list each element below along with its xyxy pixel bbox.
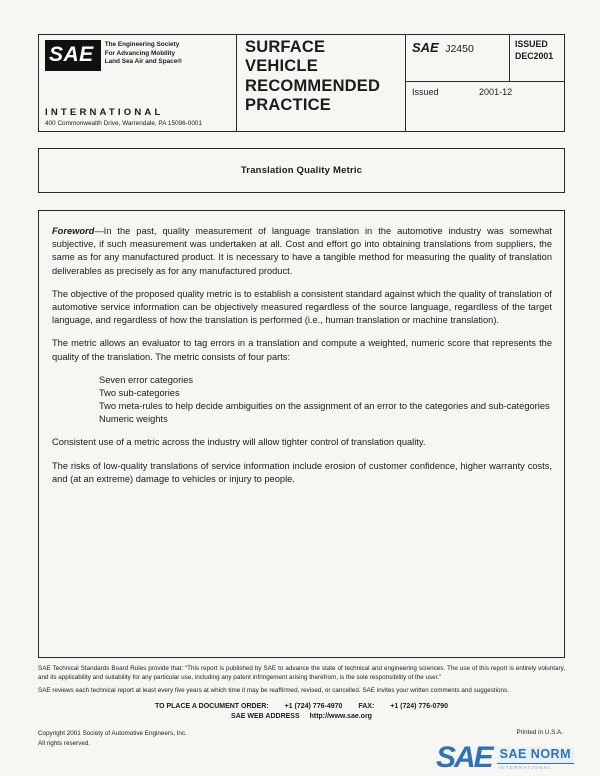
revision-date: 2001-12 bbox=[479, 87, 513, 97]
order-label: TO PLACE A DOCUMENT ORDER: bbox=[154, 703, 269, 711]
document-id-cell bbox=[406, 35, 564, 131]
tagline-line: Land Sea Air and Space® bbox=[104, 58, 182, 66]
legal-notice bbox=[38, 664, 565, 695]
web-address-line bbox=[38, 713, 565, 720]
foreword-label: Foreword bbox=[52, 226, 95, 236]
sae-norm-logo bbox=[435, 740, 574, 774]
document-type-cell bbox=[237, 35, 406, 131]
metric-parts-list bbox=[99, 374, 552, 427]
doc-number-brand: SAE bbox=[412, 40, 439, 55]
issued-stamp bbox=[509, 35, 564, 81]
publisher-lower bbox=[45, 105, 230, 127]
rights-line: All rights reserved. bbox=[38, 740, 91, 748]
doc-type-line: VEHICLE bbox=[245, 57, 318, 76]
metric-paragraph: The metric allows an evaluator to tag errors in a translation and compute a weighted, numeric score that represents the quality of the translation. The metric consists of four parts: bbox=[52, 338, 552, 362]
revision-label: Issued bbox=[412, 87, 439, 97]
fax-phone: +1 (724) 776-0790 bbox=[390, 703, 449, 711]
web-label: SAE WEB ADDRESS bbox=[231, 713, 300, 721]
sae-logo-mark: SAE bbox=[45, 40, 101, 71]
copyright-line: Copyright 2001 Society of Automotive Engineers, Inc. bbox=[38, 730, 187, 738]
sae-norm-wordmark bbox=[497, 747, 574, 770]
document-title-box bbox=[38, 148, 565, 193]
issued-stamp-date: DEC2001 bbox=[515, 51, 554, 62]
tagline-line: For Advancing Mobility bbox=[104, 49, 176, 57]
issued-stamp-status: ISSUED bbox=[515, 39, 548, 49]
document-type-title bbox=[245, 38, 397, 115]
doc-type-line: RECOMMENDED bbox=[245, 76, 381, 95]
revision-row bbox=[406, 82, 564, 131]
sae-logo-tagline bbox=[105, 40, 182, 67]
international-wordmark: INTERNATIONAL bbox=[45, 107, 164, 118]
document-title: Translation Quality Metric bbox=[240, 165, 363, 176]
copyright-block bbox=[38, 729, 187, 749]
objective-paragraph: The objective of the proposed quality metric is to establish a consistent standard against which the quality of translation of automotive service information can be objectively measured regardless of the source language, regardless of the target language, and regardless of how the translation is performed (i.e., human translation or machine translation). bbox=[52, 288, 552, 326]
publisher-cell bbox=[39, 35, 237, 131]
foreword-paragraph bbox=[52, 225, 552, 278]
list-item: Two sub-categories bbox=[99, 387, 180, 398]
document-body bbox=[38, 210, 565, 658]
foreword-text: —In the past, quality measurement of language translation in the automotive industry was somewhat subjective, if such measurement was undertaken at all. Cost and effort go into obtaining translations from suppliers, the same as for any manufactured product. It is necessary to have a tangible method for measuring the quality of translation deliverables as precisely as for any manufactured product. bbox=[52, 226, 552, 276]
legal-paragraph-1: SAE Technical Standards Board Rules provide that: “This report is published by SAE to advance the state of technical and engineering sciences. The use of this report is entirely voluntary, and its applicability and suitability for any particular use, including any patent infringement arising therefrom, is the sole responsibility of the user.” bbox=[38, 665, 565, 682]
doc-type-line: SURFACE bbox=[245, 38, 326, 56]
sae-norm-logo-mark: SAE bbox=[435, 740, 492, 774]
sae-norm-name: SAE NORM bbox=[497, 747, 574, 764]
printed-in-usa: Printed in U.S.A. bbox=[516, 729, 563, 737]
sae-logo bbox=[45, 40, 230, 71]
order-phone: +1 (724) 776-4970 bbox=[284, 703, 343, 711]
doc-number-row bbox=[406, 35, 564, 82]
publisher-address: 400 Commonwealth Drive, Warrendale, PA 15096-0001 bbox=[45, 120, 203, 127]
doc-number bbox=[406, 35, 509, 81]
list-item: Numeric weights bbox=[99, 414, 168, 425]
tagline-line: The Engineering Society bbox=[104, 41, 180, 48]
risks-paragraph: The risks of low-quality translations of service information include erosion of customer confidence, higher warranty costs, and (at an extreme) damage to vehicles or injury to people. bbox=[52, 460, 552, 484]
web-url: http://www.sae.org bbox=[309, 713, 372, 721]
document-header bbox=[38, 34, 565, 132]
order-info-line bbox=[38, 703, 565, 710]
consistent-use-paragraph: Consistent use of a metric across the industry will allow tighter control of translation quality. bbox=[52, 437, 426, 448]
sae-norm-subtitle: INTERNATIONAL bbox=[498, 765, 552, 770]
doc-number-value: J2450 bbox=[445, 43, 474, 55]
list-item: Seven error categories bbox=[99, 374, 194, 385]
doc-type-line: PRACTICE bbox=[245, 95, 331, 114]
list-item: Two meta-rules to help decide ambiguities on the assignment of an error to the categories and sub-categories bbox=[99, 401, 550, 412]
fax-label: FAX: bbox=[358, 703, 375, 711]
legal-paragraph-2: SAE reviews each technical report at least every five years at which time it may be reaffirmed, revised, or cancelled. SAE invites your written comments and suggestions. bbox=[38, 687, 509, 695]
